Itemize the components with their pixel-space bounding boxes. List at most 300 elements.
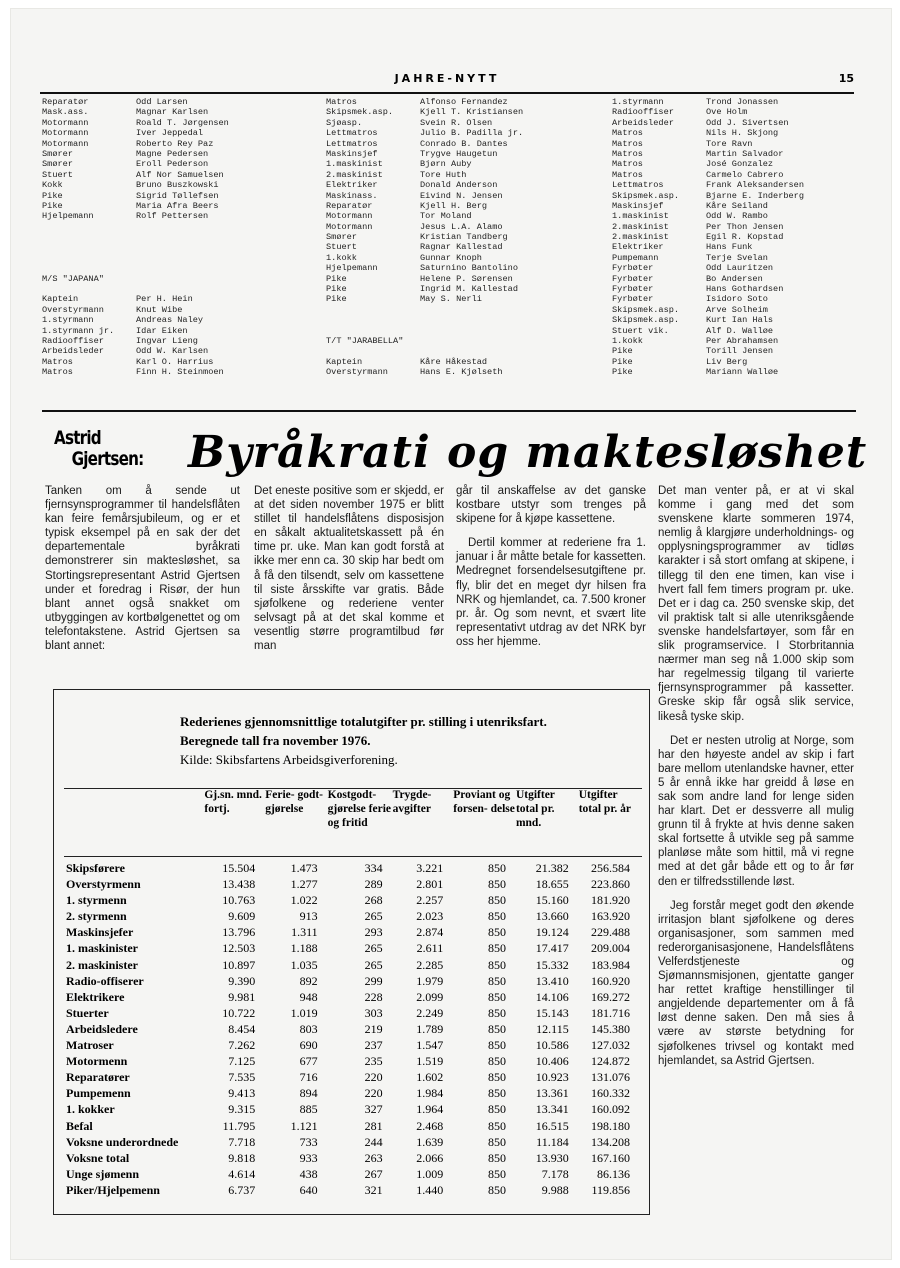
article-paragraph: Jeg forstår meget godt den økende irritasjon blant sjøfolkene og deres organisasjoner, som sammen med rederorganisasjonene, Handelsflåtens Velferdstjeneste og Sjømannsmisjonen, gjentatte ganger har rettet kraftige henstillinger til angjeldende departementer om å få løst denne saken. Den må sies å være av største betydning for sjøfolkenes trivsel og kontakt med hjemlandet, sa Astrid Gjertsen. — [658, 899, 854, 1067]
table-cell: 1.473 — [290, 861, 318, 875]
crew-list-column-2 — [326, 97, 590, 378]
table-cell: 1.188 — [290, 941, 318, 956]
page-number: 15 — [838, 72, 854, 85]
table-cell: 181.920 — [591, 893, 630, 908]
page — [10, 8, 892, 1260]
table-cell: 268 — [364, 893, 383, 908]
table-cell: 2.249 — [416, 1005, 444, 1020]
crew-role: Matros — [612, 128, 643, 139]
crew-row — [612, 305, 876, 315]
row-label: Overstyrmenn — [66, 877, 141, 892]
table-cell: 198.180 — [591, 1118, 630, 1133]
crew-name: Svein R. Olsen — [420, 117, 493, 128]
table-cell: 21.382 — [535, 861, 569, 875]
crew-name: Iver Jeppedal — [136, 128, 204, 139]
table-cell: 850 — [487, 1005, 506, 1020]
crew-row — [42, 107, 306, 117]
crew-role: 2.maskinist — [326, 169, 383, 180]
spacer — [42, 232, 306, 242]
crew-name: Kurt Ian Hals — [706, 315, 774, 326]
row-label: Matroser — [66, 1038, 114, 1053]
crew-row — [42, 118, 306, 128]
crew-role: Lettmatros — [326, 138, 378, 149]
table-cell: 289 — [364, 877, 383, 892]
table-row — [66, 1005, 640, 1021]
table-row — [66, 876, 640, 892]
row-label: Reparatører — [66, 1070, 130, 1085]
crew-role: Overstyrmann — [326, 367, 388, 378]
article-paragraph: Tanken om å sende ut fjernsynsprogrammer til handelsflåten kan feire femårsjubileum, og er et typisk eksempel på en sak der det departementale byråkrati demonstrerer sin maktesløshet, sa Stortingsrepresentant Astrid Gjertsen under et foredrag i Risør, der hun blant annet også snakket om utbyggingen av kortbølgenettet og om telefontakstene. Astrid Gjertsen sa blant annet: — [45, 485, 240, 653]
crew-row — [326, 170, 590, 180]
table-cell: 8.454 — [228, 1021, 256, 1036]
crew-role: Maskinsjef — [326, 148, 378, 159]
table-cell: 17.417 — [535, 941, 569, 956]
ship-heading — [326, 336, 590, 346]
table-cell: 1.639 — [416, 1134, 444, 1149]
crew-row — [42, 326, 306, 336]
table-cell: 13.361 — [535, 1086, 569, 1101]
crew-row — [42, 336, 306, 346]
table-cell: 163.920 — [591, 909, 630, 924]
crew-row — [326, 274, 590, 284]
crew-row — [612, 201, 876, 211]
crew-row — [326, 201, 590, 211]
ship-heading — [42, 274, 306, 284]
table-cell: 228 — [364, 989, 383, 1004]
crew-role: 2.maskinist — [612, 221, 669, 232]
table-cell: 263 — [364, 1150, 383, 1165]
table-caption-line-1: Rederienes gjennomsnittlige totalutgifter pr. stilling i utenriksfart. — [180, 714, 547, 729]
crew-role: 1.styrmann jr. — [42, 325, 115, 336]
table-row — [66, 924, 640, 940]
table-cell: 209.004 — [591, 941, 630, 956]
crew-name: Eroll Pederson — [136, 159, 209, 170]
table-column-header: Ferie- godt- gjørelse — [265, 789, 324, 815]
crew-row — [612, 336, 876, 346]
table-cell: 716 — [299, 1070, 318, 1085]
table-cell: 1.009 — [416, 1166, 444, 1181]
table-cell: 2.801 — [416, 877, 444, 892]
table-row — [66, 989, 640, 1005]
table-cell: 119.856 — [591, 1182, 630, 1197]
table-cell: 13.930 — [535, 1150, 569, 1165]
table-cell: 181.716 — [591, 1005, 630, 1020]
crew-name: Alf D. Walløe — [706, 325, 774, 336]
row-label: Maskinsjefer — [66, 925, 134, 940]
table-cell: 9.315 — [228, 1102, 256, 1117]
table-row — [66, 940, 640, 956]
table-cell: 13.660 — [535, 909, 569, 924]
table-cell: 2.066 — [416, 1150, 444, 1165]
crew-name: Jesus L.A. Alamo — [420, 221, 503, 232]
crew-role: Arbeidsleder — [42, 346, 104, 357]
table-cell: 913 — [299, 909, 318, 924]
spacer — [326, 326, 590, 336]
table-cell: 183.984 — [591, 957, 630, 972]
table-cell: 894 — [299, 1086, 318, 1101]
crew-role: Smører — [42, 159, 73, 170]
crew-name: Arve Solheim — [706, 304, 768, 315]
table-cell: 677 — [299, 1054, 318, 1069]
crew-role: Skipsmek.asp. — [612, 190, 680, 201]
table-cell: 9.988 — [541, 1182, 569, 1197]
table-cell: 2.257 — [416, 893, 444, 908]
table-cell: 11.795 — [222, 1118, 256, 1133]
table-cell: 13.410 — [535, 973, 569, 988]
crew-row — [42, 139, 306, 149]
crew-name: Bjarne E. Inderberg — [706, 190, 804, 201]
ship-name: M/S "JAPANA" — [42, 273, 104, 284]
table-cell: 145.380 — [591, 1021, 630, 1036]
spacer — [326, 305, 590, 315]
crew-role: Arbeidsleder — [612, 117, 674, 128]
crew-row — [42, 357, 306, 367]
table-cell: 131.076 — [591, 1070, 630, 1085]
crew-row — [42, 346, 306, 356]
table-cell: 850 — [487, 925, 506, 940]
table-column-header: Gj.sn. mnd. fortj. — [204, 789, 262, 815]
expense-table — [66, 788, 640, 1198]
table-row — [66, 1085, 640, 1101]
row-label: Skipsførere — [66, 861, 125, 875]
row-label: 1. maskinister — [66, 941, 138, 956]
crew-name: Trond Jonassen — [706, 97, 779, 107]
crew-row — [42, 201, 306, 211]
crew-role: Radiooffiser — [42, 335, 104, 346]
table-cell: 850 — [487, 1150, 506, 1165]
table-row — [66, 1069, 640, 1085]
crew-role: 1.kokk — [326, 252, 357, 263]
crew-role: Pike — [42, 190, 63, 201]
crew-row — [326, 107, 590, 117]
crew-name: Odd Lauritzen — [706, 263, 774, 274]
article-column-2 — [254, 484, 444, 653]
crew-row — [326, 253, 590, 263]
crew-name: Per Thon Jensen — [706, 221, 784, 232]
table-cell: 265 — [364, 957, 383, 972]
crew-name: Roberto Rey Paz — [136, 138, 214, 149]
table-row — [66, 957, 640, 973]
crew-name: Odd J. Sivertsen — [706, 117, 789, 128]
table-cell: 2.285 — [416, 957, 444, 972]
table-cell: 334 — [364, 861, 383, 875]
table-cell: 1.519 — [416, 1054, 444, 1069]
crew-row — [612, 139, 876, 149]
article-column-4 — [658, 484, 854, 1068]
table-cell: 244 — [364, 1134, 383, 1149]
crew-name: Egil R. Kopstad — [706, 232, 784, 243]
article-paragraph: Det man venter på, er at vi skal komme i gang med det som svenskene klarte sommeren 1974, nemlig å klargjøre underholdnings- og opplysningsprogrammer av tidløs karakter i så stort omfang at skipene, i tillegg til den ene timen, kan vise i hvert fall fem timers program pr. uke. Det er i dag ca. 250 svenske skip, det vil praktisk talt si alle utenriksgående svenske handelsfartøyer, som får en slik programservice. I Storbritannia nærmer man seg nå 1.000 skip som har regelmessig tilgang til varierte fjernsynsprogrammer på kassetter. Greske skip får også slik service, likeså tyske skip. — [658, 485, 854, 723]
table-cell: 1.979 — [416, 973, 444, 988]
table-cell: 327 — [364, 1102, 383, 1117]
row-label: 2. maskinister — [66, 957, 138, 972]
table-cell: 9.818 — [228, 1150, 256, 1165]
crew-name: Hans E. Kjølseth — [420, 367, 503, 378]
crew-row — [326, 222, 590, 232]
table-cell: 267 — [364, 1166, 383, 1181]
table-cell: 9.390 — [228, 973, 256, 988]
table-cell: 219 — [364, 1021, 383, 1036]
crew-role: Kokk — [42, 180, 63, 191]
article-paragraph: Dertil kommer at rederiene fra 1. januar i år måtte betale for kassetten. Medregnet forsendelsesutgiftene pr. fly, blir det en meget dyr hilsen fra NRK og hjemlandet, ca. 7.500 kroner pr. år. Og som nevnt, et svært lite representativt utdrag av det NRK byr oss her hjemme. — [456, 537, 646, 648]
table-cell: 167.160 — [591, 1150, 630, 1165]
crew-name: Donald Anderson — [420, 180, 498, 191]
table-cell: 7.178 — [541, 1166, 569, 1181]
table-header-blank — [66, 788, 204, 860]
crew-row — [612, 170, 876, 180]
table-cell: 7.718 — [228, 1134, 256, 1149]
crew-name: Kåre Håkestad — [420, 356, 488, 367]
row-label: Voksne underordnede — [66, 1134, 179, 1149]
crew-name: Mariann Walløe — [706, 367, 779, 378]
row-label: Piker/Hjelpemenn — [66, 1182, 160, 1197]
crew-row — [326, 180, 590, 190]
crew-name: Magnar Karlsen — [136, 107, 209, 118]
crew-role: Motormann — [326, 221, 373, 232]
crew-row — [612, 274, 876, 284]
table-cell: 7.262 — [228, 1038, 256, 1053]
table-cell: 127.032 — [591, 1038, 630, 1053]
table-cell: 2.874 — [416, 925, 444, 940]
crew-role: Hjelpemann — [42, 211, 94, 222]
crew-role: Fyrbøter — [612, 294, 654, 305]
table-cell: 9.609 — [228, 909, 256, 924]
crew-role: Motormann — [42, 128, 89, 139]
crew-row — [42, 211, 306, 221]
table-cell: 1.019 — [290, 1005, 318, 1020]
crew-row — [326, 284, 590, 294]
crew-name: Bjørn Auby — [420, 159, 472, 170]
crew-role: Hjelpemann — [326, 263, 378, 274]
article-paragraph: Det eneste positive som er skjedd, er at det siden november 1975 er blitt stillet til handelsflåtens disposisjon en såkalt aktualitetskassett på én time pr. uke. Man kan godt forstå at ikke mer enn ca. 30 skip har bedt om å få den tilsendt, selv om kassettene til siste årsskifte var gratis. Både sjøfolkene og rederiene venter selvsagt på at det skal komme et vesentlig større programtilbud før man — [254, 485, 444, 653]
table-cell: 15.504 — [222, 861, 256, 875]
table-row — [66, 1021, 640, 1037]
row-label: Motormenn — [66, 1054, 128, 1069]
crew-role: 1.kokk — [612, 335, 643, 346]
crew-role: Elektriker — [612, 242, 664, 253]
crew-role: Radiooffiser — [612, 107, 674, 118]
crew-row — [42, 315, 306, 325]
crew-row — [42, 367, 306, 377]
table-row — [66, 1053, 640, 1069]
table-cell: 2.023 — [416, 909, 444, 924]
table-cell: 7.125 — [228, 1054, 256, 1069]
crew-role: Overstyrmann — [42, 304, 104, 315]
table-cell: 1.789 — [416, 1021, 444, 1036]
table-cell: 15.332 — [535, 957, 569, 972]
table-cell: 9.981 — [228, 989, 256, 1004]
table-cell: 1.035 — [290, 957, 318, 972]
crew-row — [612, 118, 876, 128]
crew-row — [612, 284, 876, 294]
table-cell: 640 — [299, 1182, 318, 1197]
table-cell: 892 — [299, 973, 318, 988]
crew-row — [612, 263, 876, 273]
crew-row — [612, 149, 876, 159]
table-cell: 160.332 — [591, 1086, 630, 1101]
crew-row — [42, 170, 306, 180]
row-label: 1. styrmenn — [66, 893, 127, 908]
crew-role: Skipsmek.asp. — [326, 107, 394, 118]
crew-name: Roald T. Jørgensen — [136, 117, 229, 128]
crew-name: Tor Moland — [420, 211, 472, 222]
table-cell: 293 — [364, 925, 383, 940]
crew-role: 1.styrmann — [612, 97, 664, 107]
publication-title: JAHRE-NYTT — [394, 72, 500, 85]
table-cell: 3.221 — [416, 861, 444, 875]
table-cell: 850 — [487, 909, 506, 924]
crew-row — [326, 118, 590, 128]
crew-row — [326, 128, 590, 138]
crew-role: Smører — [326, 232, 357, 243]
spacer — [42, 222, 306, 232]
row-label: Voksne total — [66, 1150, 130, 1165]
crew-row — [42, 159, 306, 169]
table-caption — [180, 712, 547, 769]
table-column-header: Trygde- avgifter — [392, 789, 432, 815]
crew-name: Kjell H. Berg — [420, 200, 488, 211]
crew-role: Matros — [42, 356, 73, 367]
table-cell: 16.515 — [535, 1118, 569, 1133]
table-cell: 220 — [364, 1086, 383, 1101]
crew-role: Elektriker — [326, 180, 378, 191]
crew-name: Knut Wibe — [136, 304, 183, 315]
table-cell: 220 — [364, 1070, 383, 1085]
table-caption-line-2: Beregnede tall fra november 1976. — [180, 733, 371, 748]
crew-name: José Gonzalez — [706, 159, 774, 170]
crew-name: Rolf Pettersen — [136, 211, 209, 222]
crew-role: Stuert — [42, 169, 73, 180]
section-divider — [42, 410, 856, 412]
crew-row — [326, 263, 590, 273]
table-row — [66, 973, 640, 989]
spacer — [326, 346, 590, 356]
crew-name: Carmelo Cabrero — [706, 169, 784, 180]
table-cell: 850 — [487, 861, 506, 875]
crew-row — [326, 367, 590, 377]
table-row — [66, 860, 640, 876]
table-cell: 299 — [364, 973, 383, 988]
crew-role: Pike — [326, 294, 347, 305]
table-row — [66, 908, 640, 924]
table-cell: 160.092 — [591, 1102, 630, 1117]
table-row — [66, 1150, 640, 1166]
table-row — [66, 1118, 640, 1134]
table-cell: 13.438 — [222, 877, 256, 892]
crew-row — [612, 357, 876, 367]
crew-name: Sigrid Tøllefsen — [136, 190, 219, 201]
crew-row — [612, 294, 876, 304]
crew-name: Kåre Seiland — [706, 200, 768, 211]
crew-role: 1.maskinist — [612, 211, 669, 222]
table-cell: 2.468 — [416, 1118, 444, 1133]
spacer — [42, 284, 306, 294]
crew-name: Liv Berg — [706, 356, 748, 367]
crew-role: Matros — [42, 367, 73, 378]
crew-row — [326, 149, 590, 159]
table-cell: 1.984 — [416, 1086, 444, 1101]
crew-name: Tore Huth — [420, 169, 467, 180]
table-cell: 134.208 — [591, 1134, 630, 1149]
crew-role: Matros — [326, 97, 357, 107]
crew-role: Lettmatros — [326, 128, 378, 139]
crew-row — [42, 97, 306, 107]
article-column-3 — [456, 484, 646, 649]
expense-table-box — [53, 689, 650, 1215]
table-column-header: Kostgodt- gjørelse ferie og fritid — [327, 789, 391, 829]
table-cell: 13.796 — [222, 925, 256, 940]
table-cell: 850 — [487, 1134, 506, 1149]
table-row — [66, 1101, 640, 1117]
crew-row — [326, 211, 590, 221]
crew-list-column-3 — [612, 97, 876, 378]
crew-role: Pike — [612, 367, 633, 378]
table-cell: 10.406 — [535, 1054, 569, 1069]
table-cell: 265 — [364, 941, 383, 956]
crew-role: Pike — [326, 284, 347, 295]
crew-name: Kristian Tandberg — [420, 232, 508, 243]
crew-role: 1.maskinist — [326, 159, 383, 170]
crew-name: Hans Funk — [706, 242, 753, 253]
crew-name: Terje Svelan — [706, 252, 768, 263]
spacer — [42, 242, 306, 252]
crew-role: 2.maskinist — [612, 232, 669, 243]
row-label: Stuerter — [66, 1005, 109, 1020]
crew-row — [612, 346, 876, 356]
table-cell: 850 — [487, 941, 506, 956]
row-label: 2. styrmenn — [66, 909, 127, 924]
crew-name: Kjell T. Kristiansen — [420, 107, 524, 118]
crew-row — [326, 191, 590, 201]
crew-name: Ingrid M. Kallestad — [420, 284, 518, 295]
row-label: Radio-offiserer — [66, 973, 144, 988]
crew-name: Per Abrahamsen — [706, 335, 779, 346]
crew-row — [612, 253, 876, 263]
table-cell: 124.872 — [591, 1054, 630, 1069]
table-column-header: Utgifter total pr. mnd. — [515, 789, 555, 829]
crew-role: Skipsmek.asp. — [612, 304, 680, 315]
table-cell: 733 — [299, 1134, 318, 1149]
spacer — [42, 253, 306, 263]
table-cell: 256.584 — [591, 861, 630, 875]
table-cell: 850 — [487, 1086, 506, 1101]
crew-row — [612, 367, 876, 377]
crew-role: Matros — [612, 169, 643, 180]
table-cell: 1.022 — [290, 893, 318, 908]
crew-row — [326, 357, 590, 367]
table-cell: 9.413 — [228, 1086, 256, 1101]
crew-name: Torill Jensen — [706, 346, 774, 357]
table-cell: 281 — [364, 1118, 383, 1133]
table-cell: 86.136 — [597, 1166, 630, 1181]
crew-role: Pike — [612, 346, 633, 357]
crew-role: Motormann — [326, 211, 373, 222]
table-cell: 850 — [487, 877, 506, 892]
table-cell: 850 — [487, 1054, 506, 1069]
table-cell: 6.737 — [228, 1182, 256, 1197]
table-source: Kilde: Skibsfartens Arbeidsgiverforening. — [180, 752, 398, 767]
crew-row — [42, 305, 306, 315]
crew-row — [612, 242, 876, 252]
table-cell: 265 — [364, 909, 383, 924]
crew-role: Sjøasp. — [326, 117, 363, 128]
table-cell: 19.124 — [535, 925, 569, 940]
crew-name: Odd W. Karlsen — [136, 346, 209, 357]
crew-row — [326, 242, 590, 252]
table-row — [66, 1134, 640, 1150]
crew-role: Motormann — [42, 117, 89, 128]
table-cell: 303 — [364, 1005, 383, 1020]
